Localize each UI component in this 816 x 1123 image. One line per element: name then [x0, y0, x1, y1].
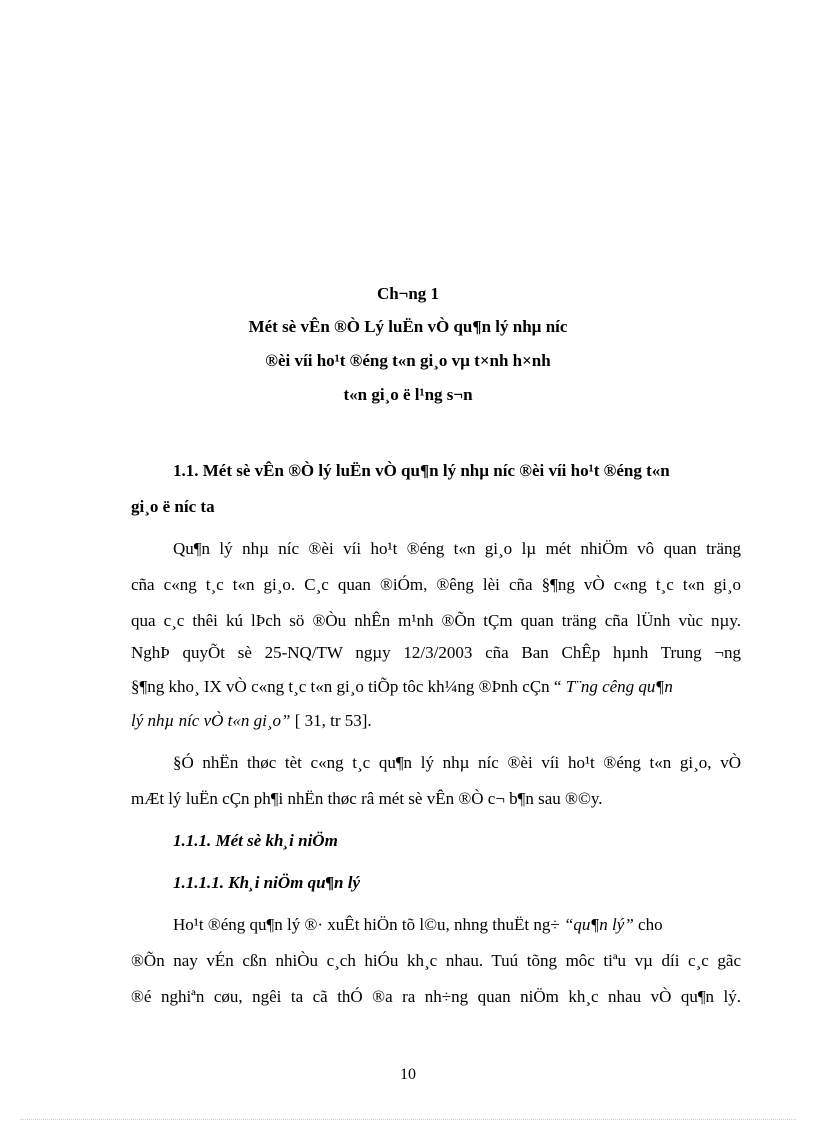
paragraph-1-line-4: NghÞ quyÕt sè 25-NQ/TW ngµy 12/3/2003 cña Ban ChÊp hµnh Trung ¬ng [131, 643, 741, 662]
term-quote: “qu¶n lý” [563, 915, 634, 934]
paragraph-1-line-5 [131, 677, 673, 697]
page-bottom-rule [20, 1119, 796, 1120]
page-number: 10 [400, 1066, 416, 1083]
paragraph-1-line-1: Qu¶n lý nhµ níc ®èi víi ho¹t ®éng t«n gi¸o lµ mét nhiÖm vô quan träng [173, 539, 741, 558]
paragraph-1-line-5-text: §¶ng kho¸ IX vÒ c«ng t¸c t«n gi¸o tiÕp tôc kh¼ng ®Þnh cÇn [131, 677, 550, 696]
quote-open-mark: “ [553, 677, 562, 696]
section-title-line-2: gi¸o ë níc ta [131, 497, 215, 516]
paragraph-3-line-3: ®é nghiªn cøu, ngêi ta cã thÓ ®a ra nh÷ng quan niÖm kh¸c nhau vÒ qu¶n lý. [131, 987, 741, 1006]
paragraph-3-line-1-text: Ho¹t ®éng qu¶n lý ®· xuÊt hiÖn tõ l©u, nhng thuËt ng÷ [173, 915, 560, 934]
paragraph-3-line-2: ®Õn nay vÉn cßn nhiÒu c¸ch hiÓu kh¸c nhau. Tuú tõng môc tiªu vµ díi c¸c gãc [131, 951, 741, 970]
section-title-line-1: 1.1. Mét sè vÊn ®Ò lý luËn vÒ qu¶n lý nhµ níc ®èi víi ho¹t ®éng t«n [173, 461, 670, 480]
paragraph-2-line-2: mÆt lý luËn cÇn ph¶i nhËn thøc râ mét sè vÊn ®Ò c¬ b¶n sau ®©y. [131, 789, 603, 808]
paragraph-1-line-3: qua c¸c thêi kú lÞch sö ®Òu nhÊn m¹nh ®Õn tÇm quan träng cña lÜnh vùc nµy. [131, 611, 741, 630]
paragraph-1-line-2: cña c«ng t¸c t«n gi¸o. C¸c quan ®iÓm, ®êng lèi cña §¶ng vÒ c«ng t¸c t«n gi¸o [131, 575, 741, 594]
subsection-title-1-1-1-1: 1.1.1.1. Kh¸i niÖm qu¶n lý [173, 873, 361, 892]
chapter-label: Ch¬ng 1 [376, 284, 440, 303]
quote-part-1: T¨ng cêng qu¶n [565, 677, 673, 696]
paragraph-3-line-1 [173, 915, 741, 935]
paragraph-3-line-1-end: cho [638, 915, 663, 934]
citation: [ 31, tr 53]. [294, 711, 372, 730]
chapter-title-line-1: Mét sè vÊn ®Ò Lý luËn vÒ qu¶n lý nhµ níc [248, 317, 568, 336]
quote-part-2: lý nhµ níc vÒ t«n gi¸o” [131, 711, 291, 730]
subsection-title-1-1-1: 1.1.1. Mét sè kh¸i niÖm [173, 831, 338, 850]
chapter-title-line-3: t«n gi¸o ë l¹ng s¬n [343, 385, 473, 404]
chapter-title-line-2: ®èi víi ho¹t ®éng t«n gi¸o vµ t×nh h×nh [265, 351, 551, 370]
paragraph-2-line-1: §Ó nhËn thøc tèt c«ng t¸c qu¶n lý nhµ níc ®èi víi ho¹t ®éng t«n gi¸o, vÒ [173, 753, 741, 772]
paragraph-1-line-6 [131, 711, 372, 731]
